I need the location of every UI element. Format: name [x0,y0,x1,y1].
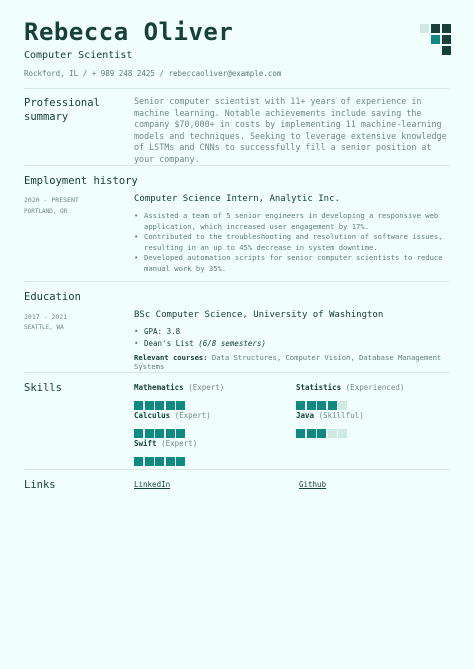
section-title-links: Links [24,479,56,491]
list-item: • Developed automation scripts for senior computer scientists to reduce manual work by 35%. [134,253,452,274]
divider [24,88,450,89]
rating-square [155,457,164,466]
skill-name: Mathematics [134,383,184,392]
deans-list-label: Dean's List [144,338,194,348]
rating-square [145,457,154,466]
list-item: • Contributed to the troubleshooting and resolution of software issues, resulting in an up to 45% decrease in system downtime. [134,232,452,253]
rating-square [155,401,164,410]
rating-square [166,457,175,466]
divider [24,281,450,282]
skill-statistics [296,383,404,392]
rating-square [296,429,305,438]
rating-square [134,457,143,466]
contact-info: Rockford, IL / + 989 248 2425 / rebeccaoliver@example.com [24,69,282,78]
section-title-employment: Employment history [24,175,138,187]
rating-square [338,429,347,438]
divider [24,372,450,373]
rating-square [145,429,154,438]
section-title-summary: Professional summary [24,97,100,123]
skill-rating-bar [296,423,349,432]
list-item [134,338,452,350]
rating-square [317,401,326,410]
rating-square [134,401,143,410]
rating-square [328,429,337,438]
rating-square [176,401,185,410]
skill-level: (Skillful) [318,411,364,420]
rating-square [328,401,337,410]
skill-level: (Expert) [161,439,198,448]
skill-rating-bar [296,395,349,404]
list-item: • Assisted a team of 5 senior engineers in developing a responsive web application, which increased user engagement by 17%. [134,211,452,232]
skill-calculus [134,411,211,420]
linkedin-link[interactable]: LinkedIn [134,480,171,489]
divider [24,165,450,166]
skill-level: (Expert) [188,383,225,392]
rating-square [166,429,175,438]
employment-dates: 2020 - PRESENT [24,196,79,204]
section-title-skills: Skills [24,382,62,394]
deans-list-detail: (6/8 semesters) [198,338,266,348]
skill-mathematics [134,383,224,392]
skill-name: Statistics [296,383,342,392]
education-location: SEATTLE, WA [24,324,64,331]
rating-square [176,457,185,466]
relevant-courses [134,353,474,371]
employment-location: PORTLAND, OR [24,208,68,215]
rating-square [145,401,154,410]
education-bullets [134,326,452,349]
rating-square [307,401,316,410]
education-dates: 2017 - 2021 [24,313,68,321]
skill-rating-bar [134,451,187,460]
skill-java [296,411,364,420]
rating-square [296,401,305,410]
rating-square [338,401,347,410]
section-title-education: Education [24,291,81,303]
courses-label: Relevant courses: [134,353,208,362]
job-title: Computer Scientist [24,50,133,61]
rating-square [155,429,164,438]
employment-title: Computer Science Intern, Analytic Inc. [134,194,340,204]
logo-blocks-icon [420,24,452,56]
skill-level: (Expert) [174,411,211,420]
skill-name: Java [296,411,315,420]
divider [24,469,450,470]
rating-square [307,429,316,438]
candidate-name: Rebecca Oliver [24,18,234,46]
education-title: BSc Computer Science, University of Washington [134,310,384,320]
courses-list: Data Structures, Computer Vision, Database Management Systems [134,353,442,371]
skill-name: Calculus [134,411,171,420]
summary-text: Senior computer scientist with 11+ years of experience in machine learning. Notable achievements include saving the company $70,000+ in costs by implementing 11 machine-learning models and techniques. Seeking to leverage extensive knowledge of LSTMs and CNNs to successfully fill a senior position at your company. [134,96,447,164]
rating-square [317,429,326,438]
github-link[interactable]: Github [299,480,327,489]
skill-swift [134,439,197,448]
rating-square [166,401,175,410]
rating-square [134,429,143,438]
list-item: • GPA: 3.8 [134,326,452,338]
employment-bullets [134,211,452,275]
skill-rating-bar [134,395,187,404]
rating-square [176,429,185,438]
skill-name: Swift [134,439,157,448]
skill-rating-bar [134,423,187,432]
skill-level: (Experienced) [345,383,405,392]
